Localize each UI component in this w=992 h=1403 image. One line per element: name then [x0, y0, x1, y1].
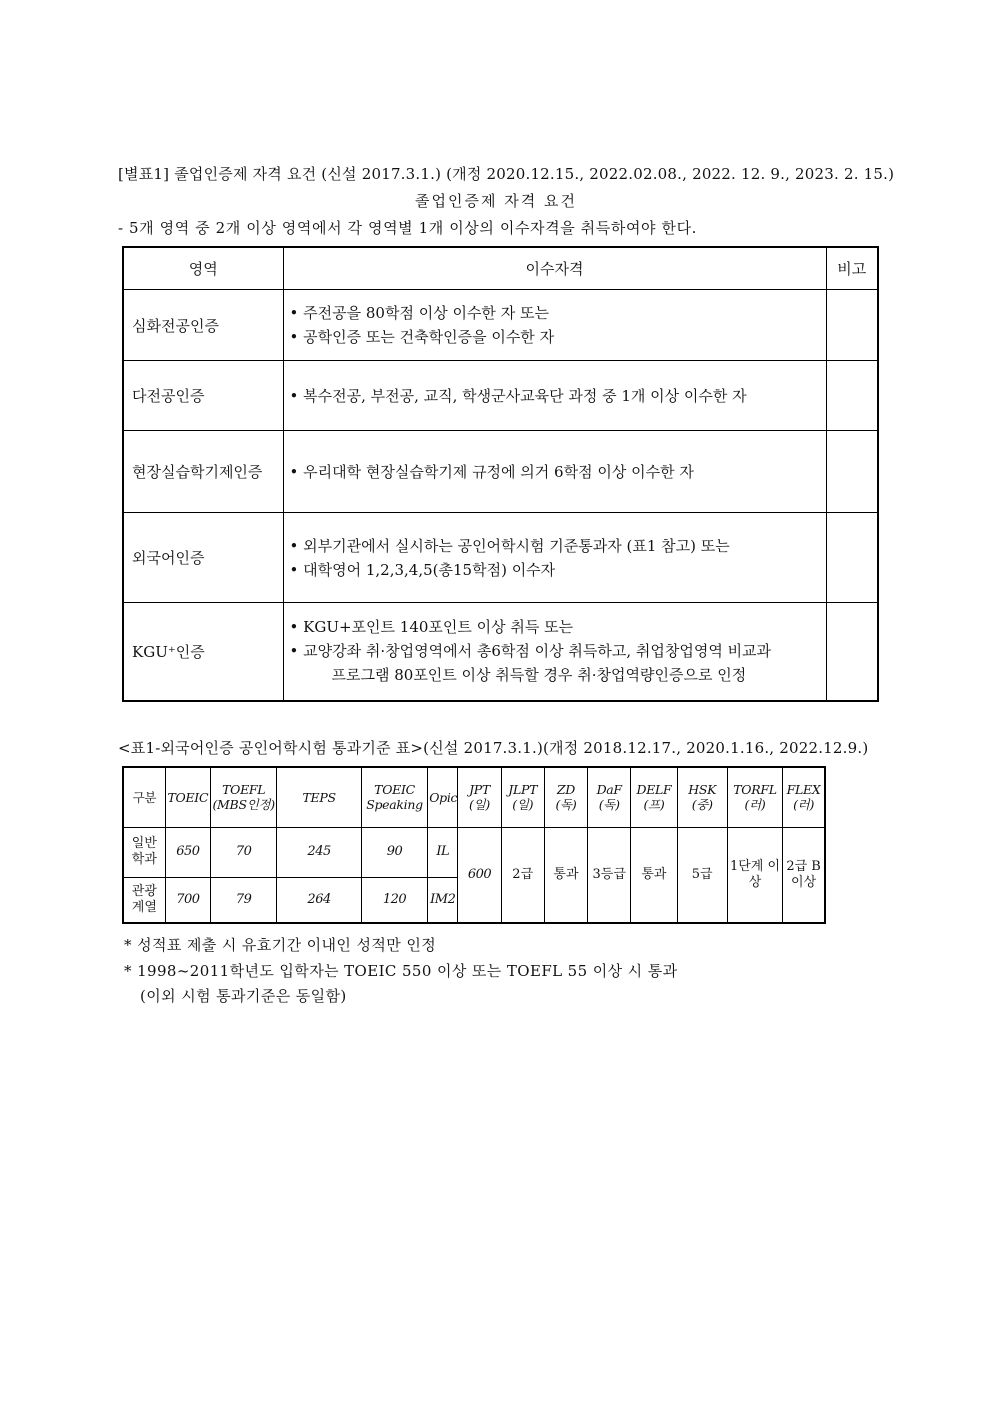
table-row	[123, 361, 878, 431]
requirement-cell	[283, 513, 826, 603]
note-cell	[826, 361, 878, 431]
table-row	[123, 603, 878, 701]
footnote: (이외 시험 통과기준은 동일함)	[140, 987, 347, 1005]
list-item: • 대학영어 1,2,3,4,5(총15학점) 이수자	[289, 560, 556, 579]
header-jpt: JPT (일)	[458, 767, 501, 827]
list-item: • 우리대학 현장실습학기제 규정에 의거 6학점 이상 이수한 자	[289, 462, 694, 481]
table-row	[123, 827, 825, 877]
zd-level: 통과	[544, 827, 587, 923]
table-header-row	[123, 767, 825, 827]
requirement-cell	[283, 290, 826, 361]
requirement-cell	[283, 361, 826, 431]
footnote: * 1998~2011학년도 입학자는 TOEIC 550 이상 또는 TOEFL 55 이상 시 통과	[124, 962, 678, 980]
list-item: • KGU+포인트 140포인트 이상 취득 또는	[289, 618, 574, 637]
area-cell: 심화전공인증	[123, 290, 283, 361]
toeic-score: 650	[165, 827, 210, 877]
header-torfl: TORFL (러)	[727, 767, 782, 827]
note-cell	[826, 603, 878, 701]
list-item: • 외부기관에서 실시하는 공인어학시험 기준통과자 (표1 참고) 또는	[289, 536, 730, 555]
area-cell: KGU⁺인증	[123, 603, 283, 701]
speaking-score: 90	[361, 827, 427, 877]
requirement-rule: - 5개 영역 중 2개 이상 영역에서 각 영역별 1개 이상의 이수자격을 취득하여야 한다.	[118, 219, 698, 237]
header-toeic-speaking: TOEIC Speaking	[361, 767, 427, 827]
table-row	[123, 431, 878, 513]
document-header-line: [별표1] 졸업인증제 자격 요건 (신설 2017.3.1.) (개정 2020.12.15., 2022.02.08., 2022. 12. 9., 2023. 2. 15.)	[118, 165, 895, 183]
header-note: 비고	[826, 247, 878, 290]
footnote: * 성적표 제출 시 유효기간 이내인 성적만 인정	[124, 936, 437, 954]
row-label: 일반 학과	[123, 827, 165, 877]
requirement-cell	[283, 431, 826, 513]
header-area: 영역	[123, 247, 283, 290]
area-cell: 다전공인증	[123, 361, 283, 431]
header-delf: DELF (프)	[631, 767, 677, 827]
header-zd: ZD (독)	[544, 767, 587, 827]
section-subtitle: 졸업인증제 자격 요건	[415, 192, 577, 210]
toefl-score: 70	[210, 827, 276, 877]
toeic-score: 700	[165, 877, 210, 923]
row-label: 관광 계열	[123, 877, 165, 923]
note-cell	[826, 513, 878, 603]
list-item: • 교양강좌 취·창업영역에서 총6학점 이상 취득하고, 취업창업영역 비교과 프로그램 80포인트 이상 취득할 경우 취·창업역량인증으로 인정	[289, 642, 772, 685]
jlpt-level: 2급	[501, 827, 544, 923]
list-item: • 주전공을 80학점 이상 이수한 자 또는	[289, 304, 549, 322]
delf-level: 통과	[631, 827, 677, 923]
area-cell: 외국어인증	[123, 513, 283, 603]
table1-title: <표1-외국어인증 공인어학시험 통과기준 표>(신설 2017.3.1.)(개정 2018.12.17., 2020.1.16., 2022.12.9.)	[118, 739, 869, 757]
list-item: • 공학인증 또는 건축학인증을 이수한 자	[289, 328, 555, 346]
jpt-score: 600	[458, 827, 501, 923]
graduation-requirements-table	[122, 246, 879, 702]
flex-level: 2급 B이상	[783, 827, 825, 923]
speaking-score: 120	[361, 877, 427, 923]
header-jlpt: JLPT (일)	[501, 767, 544, 827]
torfl-level: 1단계 이상	[727, 827, 782, 923]
opic-level: IM2	[428, 877, 458, 923]
toefl-score: 79	[210, 877, 276, 923]
header-flex: FLEX (러)	[783, 767, 825, 827]
table-row	[123, 513, 878, 603]
requirement-cell	[283, 603, 826, 701]
header-toefl: TOEFL (MBS인정)	[210, 767, 276, 827]
header-toeic: TOEIC	[165, 767, 210, 827]
table-header-row	[123, 247, 878, 290]
opic-level: IL	[428, 827, 458, 877]
header-hsk: HSK (중)	[677, 767, 727, 827]
teps-score: 245	[277, 827, 361, 877]
header-daf: DaF (독)	[588, 767, 631, 827]
table-row	[123, 290, 878, 361]
header-opic: Opic	[428, 767, 458, 827]
note-cell	[826, 290, 878, 361]
header-category: 구분	[123, 767, 165, 827]
header-requirement: 이수자격	[283, 247, 826, 290]
header-teps: TEPS	[277, 767, 361, 827]
teps-score: 264	[277, 877, 361, 923]
daf-level: 3등급	[588, 827, 631, 923]
language-test-criteria-table	[122, 766, 826, 924]
list-item: • 복수전공, 부전공, 교직, 학생군사교육단 과정 중 1개 이상 이수한 자	[289, 386, 747, 405]
note-cell	[826, 431, 878, 513]
hsk-level: 5급	[677, 827, 727, 923]
area-cell: 현장실습학기제인증	[123, 431, 283, 513]
